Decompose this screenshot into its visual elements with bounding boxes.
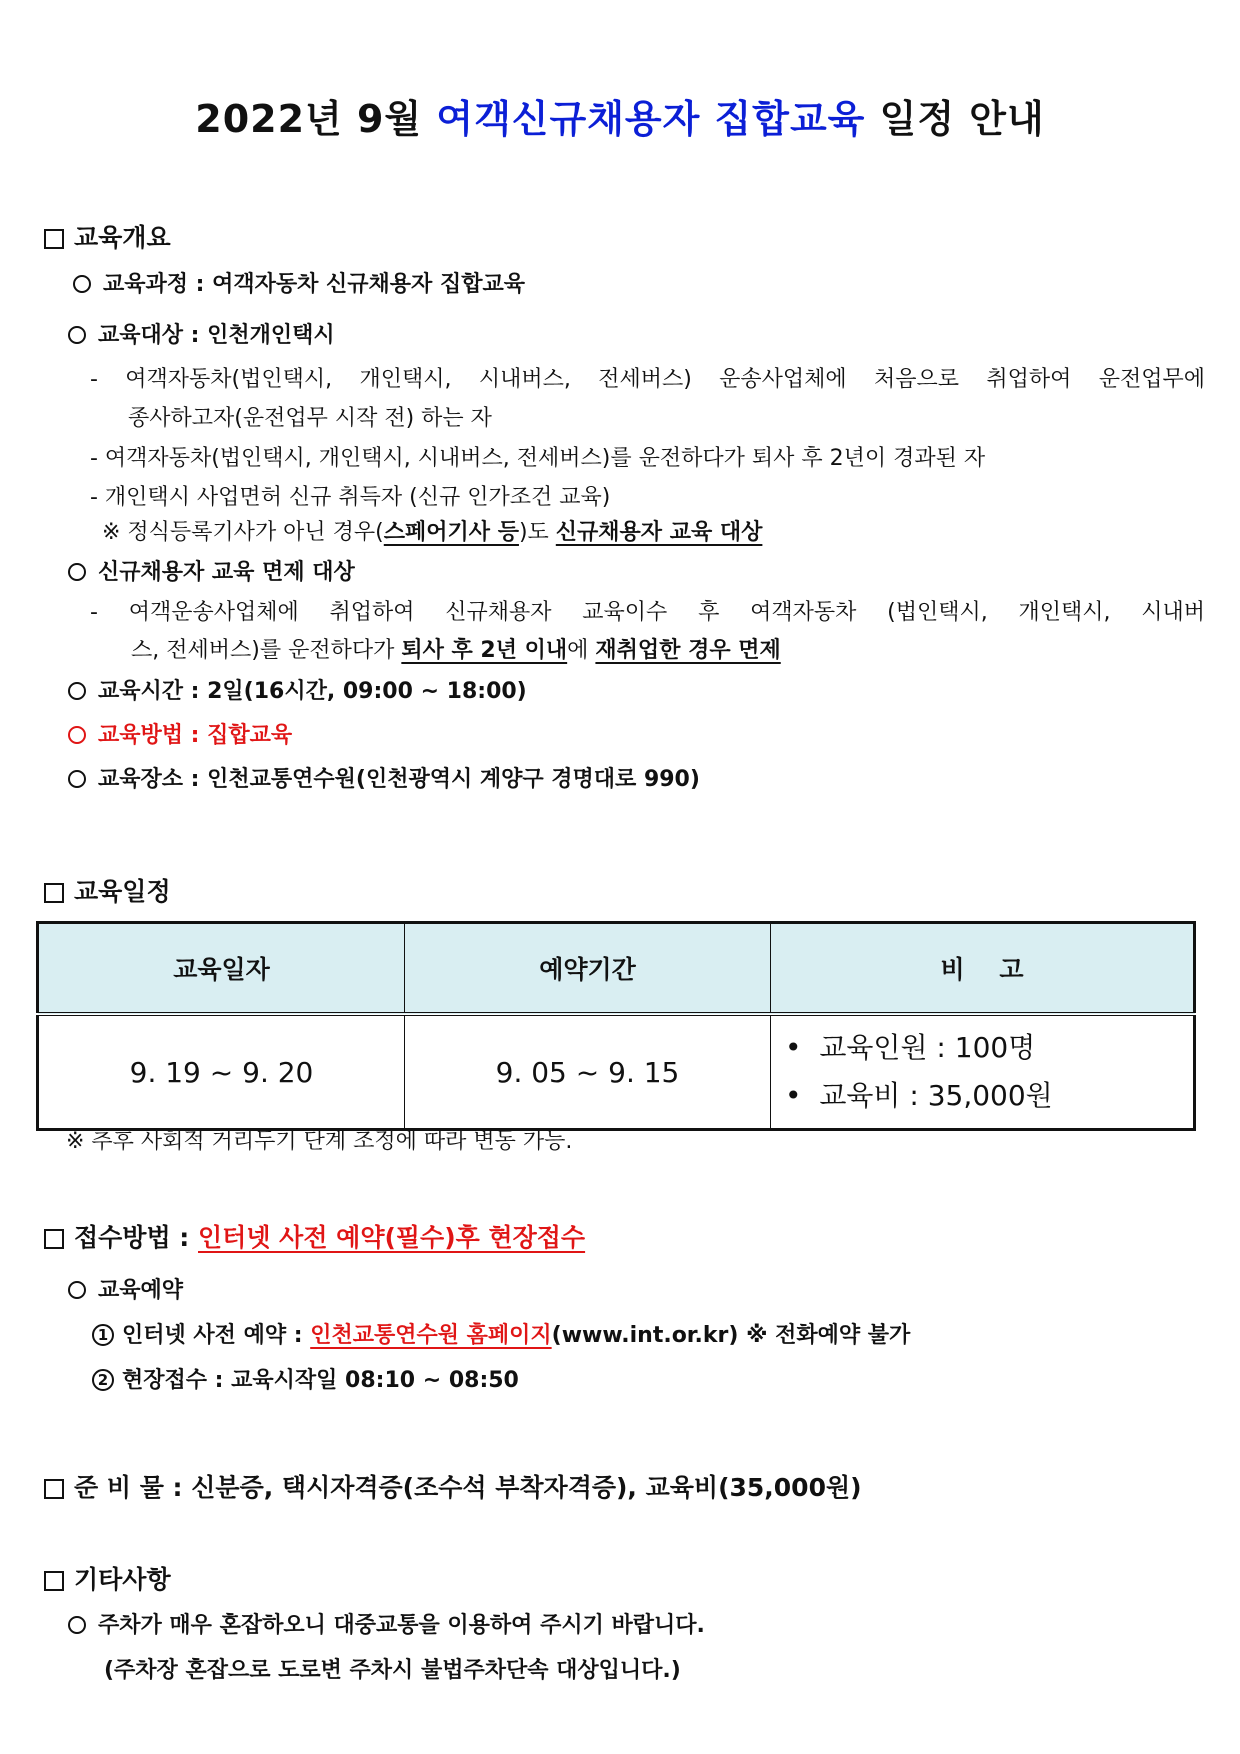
- section-reception-heading: 접수방법 : 인터넷 사전 예약(필수)후 현장접수: [44, 1218, 585, 1254]
- title-highlight: 여객신규채용자 집합교육: [436, 97, 866, 141]
- column-header-date: 교육일자: [38, 923, 405, 1015]
- exempt-heading: 신규채용자 교육 면제 대상: [68, 555, 355, 586]
- cell-period: 9. 05 ~ 9. 15: [405, 1014, 771, 1130]
- circle-bullet-icon: [68, 1616, 86, 1634]
- reception-item-1: 1 인터넷 사전 예약 : 인천교통연수원 홈페이지(www.int.or.kr) ※ 전화예약 불가: [92, 1318, 910, 1349]
- title-part2: 일정 안내: [865, 97, 1045, 141]
- circle-bullet-icon: [68, 326, 86, 344]
- overview-note: ※ 정식등록기사가 아닌 경우(스페어기사 등)도 신규채용자 교육 대상: [102, 520, 763, 545]
- exempt-line-2: 스, 전세버스)를 운전하다가 퇴사 후 2년 이내에 재취업한 경우 면제: [131, 638, 781, 663]
- overview-method: 교육방법 : 집합교육: [68, 718, 292, 749]
- cell-notes: [771, 1014, 1195, 1130]
- cell-date: 9. 19 ~ 9. 20: [38, 1014, 405, 1130]
- checkbox-icon: [44, 1229, 64, 1249]
- reception-reserve-heading: 교육예약: [68, 1273, 183, 1304]
- page-title: [0, 88, 1240, 143]
- circle-bullet-icon: [68, 770, 86, 788]
- notes-item: • 교육인원 : 100명: [785, 1031, 1036, 1064]
- overview-target: 교육대상 : 인천개인택시: [68, 318, 335, 349]
- checkbox-icon: [44, 229, 64, 249]
- table-row: [38, 1014, 1195, 1130]
- notes-item: • 교육비 : 35,000원: [785, 1079, 1053, 1112]
- etc-line-2: (주차장 혼잡으로 도로변 주차시 불법주차단속 대상입니다.): [104, 1658, 681, 1683]
- column-header-notes: 비 고: [771, 923, 1195, 1015]
- target-line-2: 종사하고자(운전업무 시작 전) 하는 자: [128, 406, 492, 431]
- target-line-1: - 여객자동차(법인택시, 개인택시, 시내버스, 전세버스) 운송사업체에 처음으로 취업하여 운전업무에: [90, 367, 1205, 392]
- checkbox-icon: [44, 883, 64, 903]
- etc-line-1: 주차가 매우 혼잡하오니 대중교통을 이용하여 주시기 바랍니다.: [68, 1608, 705, 1639]
- section-supplies: 준 비 물 : 신분증, 택시자격증(조수석 부착자격증), 교육비(35,000원): [44, 1468, 862, 1504]
- circle-bullet-icon: [73, 275, 91, 293]
- section-etc-heading: 기타사항: [44, 1560, 171, 1596]
- overview-course: 교육과정 : 여객자동차 신규채용자 집합교육: [73, 267, 525, 298]
- overview-place: 교육장소 : 인천교통연수원(인천광역시 계양구 경명대로 990): [68, 762, 700, 793]
- homepage-link[interactable]: 인천교통연수원 홈페이지: [310, 1323, 552, 1348]
- title-part1: 2022년 9월: [195, 97, 437, 141]
- circle-bullet-icon: [68, 726, 86, 744]
- checkbox-icon: [44, 1571, 64, 1591]
- number-two-icon: 2: [92, 1369, 114, 1391]
- exempt-line-1: - 여객운송사업체에 취업하여 신규채용자 교육이수 후 여객자동차 (법인택시, 개인택시, 시내버: [90, 600, 1205, 625]
- section-schedule-heading: 교육일정: [44, 872, 171, 908]
- table-header-row: [38, 923, 1195, 1015]
- target-line-3: - 여객자동차(법인택시, 개인택시, 시내버스, 전세버스)를 운전하다가 퇴사 후 2년이 경과된 자: [90, 446, 986, 471]
- number-one-icon: 1: [92, 1324, 114, 1346]
- circle-bullet-icon: [68, 563, 86, 581]
- overview-time: 교육시간 : 2일(16시간, 09:00 ~ 18:00): [68, 674, 527, 705]
- section-overview-heading: 교육개요: [44, 218, 171, 254]
- reception-item-2: 2 현장접수 : 교육시작일 08:10 ~ 08:50: [92, 1363, 519, 1394]
- checkbox-icon: [44, 1479, 64, 1499]
- column-header-period: 예약기간: [405, 923, 771, 1015]
- circle-bullet-icon: [68, 682, 86, 700]
- schedule-footnote: ※ 추후 사회적 거리두기 단계 조정에 따라 변동 가능.: [66, 1129, 573, 1154]
- circle-bullet-icon: [68, 1281, 86, 1299]
- schedule-table: [36, 921, 1196, 1131]
- target-line-4: - 개인택시 사업면허 신규 취득자 (신규 인가조건 교육): [90, 485, 611, 510]
